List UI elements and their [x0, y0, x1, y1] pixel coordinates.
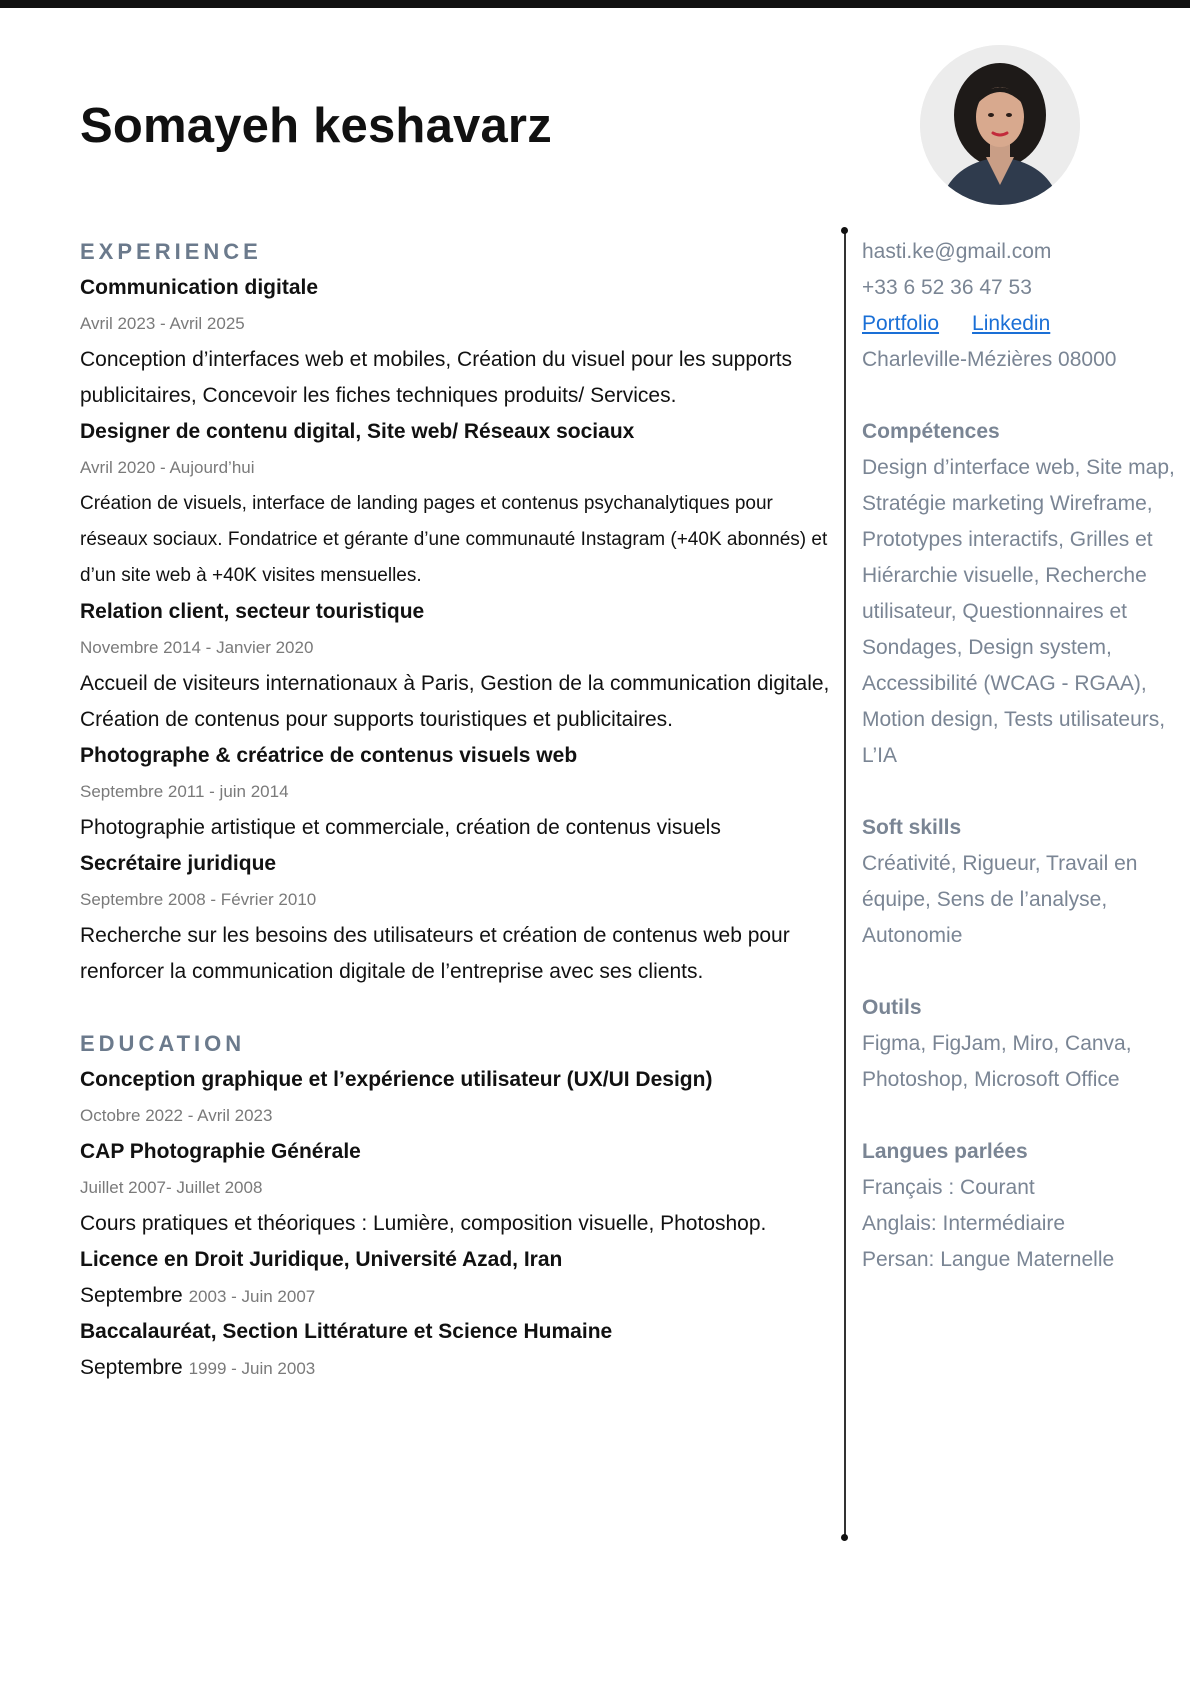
- date-range: 2003 - Juin 2007: [188, 1287, 316, 1306]
- education-title: Baccalauréat, Section Littérature et Science Humaine: [80, 1320, 613, 1343]
- job-title: Relation client, secteur touristique: [80, 600, 425, 623]
- education-title: Licence en Droit Juridique, Université Azad, Iran: [80, 1248, 563, 1271]
- tools-heading: Outils: [862, 996, 922, 1019]
- divider-bottom-dot: [841, 1534, 848, 1541]
- job-date: Septembre 2011 - juin 2014: [80, 782, 289, 801]
- job-entry: [80, 594, 840, 738]
- job-entry: [80, 414, 840, 594]
- location-text: Charleville-Mézières 08000: [862, 348, 1117, 371]
- job-date: Septembre 2008 - Février 2010: [80, 890, 317, 909]
- links-row: [862, 306, 1182, 342]
- portfolio-link[interactable]: Portfolio: [862, 312, 940, 335]
- job-date: Avril 2023 - Avril 2025: [80, 314, 245, 333]
- job-date: Avril 2020 - Aujourd’hui: [80, 458, 255, 477]
- job-entry: [80, 270, 840, 414]
- column-divider: [844, 230, 846, 1538]
- language-item: Anglais: Intermédiaire: [862, 1212, 1066, 1235]
- languages-heading: Langues parlées: [862, 1140, 1028, 1163]
- profile-photo-illustration: [920, 45, 1080, 205]
- experience-heading: EXPERIENCE: [80, 239, 262, 264]
- job-description: Accueil de visiteurs internationaux à Paris, Gestion de la communication digitale, Création de contenus pour supports touristiques et publicitaires.: [80, 672, 830, 731]
- job-description: Recherche sur les besoins des utilisateurs et création de contenus web pour renforcer la communication digitale de l’entreprise avec ses clients.: [80, 924, 790, 983]
- candidate-name: Somayeh keshavarz: [80, 99, 552, 153]
- job-description: Photographie artistique et commerciale, création de contenus visuels: [80, 816, 721, 839]
- profile-photo: [920, 45, 1080, 205]
- education-date: Octobre 2022 - Avril 2023: [80, 1106, 273, 1125]
- date-month: Septembre: [80, 1356, 183, 1379]
- linkedin-link[interactable]: Linkedin: [972, 312, 1051, 335]
- top-bar: [0, 0, 1190, 8]
- email-text: hasti.ke@gmail.com: [862, 240, 1052, 263]
- job-title: Photographe & créatrice de contenus visuels web: [80, 744, 578, 767]
- tools-text: Figma, FigJam, Miro, Canva, Photoshop, Microsoft Office: [862, 1032, 1132, 1091]
- education-date: Juillet 2007- Juillet 2008: [80, 1178, 263, 1197]
- job-description: Création de visuels, interface de landing pages et contenus psychanalytiques pour réseaux sociaux. Fondatrice et gérante d’une communauté Instagram (+40K abonnés) et d’un site web à +40K visites mensuelles.: [80, 493, 828, 586]
- phone-text: +33 6 52 36 47 53: [862, 276, 1032, 299]
- education-heading: EDUCATION: [80, 1031, 246, 1056]
- date-month: Septembre: [80, 1284, 183, 1307]
- job-title: Secrétaire juridique: [80, 852, 277, 875]
- education-date: [80, 1278, 840, 1314]
- skills-text: Design d’interface web, Site map, Stratégie marketing Wireframe, Prototypes interactifs, Grilles et Hiérarchie visuelle, Recherche utilisateur, Questionnaires et Sondages, Design system, Accessibilité (WCAG - RGAA), Motion design, Tests utilisateurs, L’IA: [862, 456, 1175, 767]
- language-item: Persan: Langue Maternelle: [862, 1248, 1115, 1271]
- main-column: [80, 234, 840, 1386]
- divider-top-dot: [841, 227, 848, 234]
- education-entry: [80, 1314, 840, 1386]
- education-date: [80, 1350, 840, 1386]
- job-entry: [80, 846, 840, 990]
- education-entry: [80, 1134, 840, 1242]
- job-title: Communication digitale: [80, 276, 319, 299]
- skills-heading: Compétences: [862, 420, 1000, 443]
- education-entry: [80, 1062, 840, 1134]
- language-item: Français : Courant: [862, 1176, 1035, 1199]
- job-title: Designer de contenu digital, Site web/ Réseaux sociaux: [80, 420, 635, 443]
- job-description: Conception d’interfaces web et mobiles, Création du visuel pour les supports publicitaires, Concevoir les fiches techniques produits/ Services.: [80, 348, 793, 407]
- soft-skills-text: Créativité, Rigueur, Travail en équipe, Sens de l’analyse, Autonomie: [862, 852, 1138, 947]
- education-entry: [80, 1242, 840, 1314]
- education-description: Cours pratiques et théoriques : Lumière, composition visuelle, Photoshop.: [80, 1212, 767, 1235]
- job-entry: [80, 738, 840, 846]
- date-range: 1999 - Juin 2003: [188, 1359, 316, 1378]
- education-title: Conception graphique et l’expérience utilisateur (UX/UI Design): [80, 1068, 713, 1091]
- sidebar: [862, 234, 1182, 1278]
- job-date: Novembre 2014 - Janvier 2020: [80, 638, 314, 657]
- education-title: CAP Photographie Générale: [80, 1140, 361, 1163]
- soft-skills-heading: Soft skills: [862, 816, 962, 839]
